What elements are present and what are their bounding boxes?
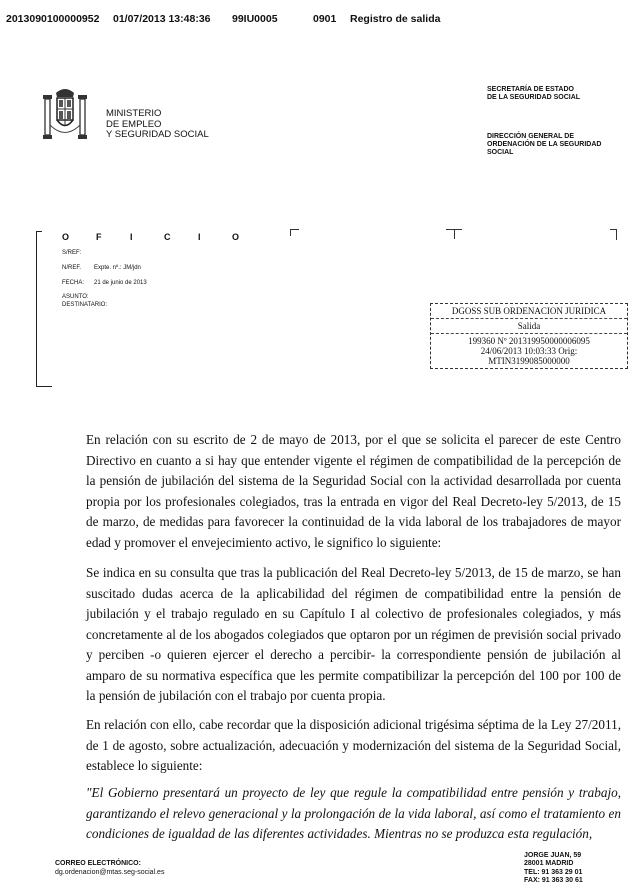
direccion-line: DIRECCIÓN GENERAL DE (487, 133, 574, 140)
ministry-name (106, 109, 209, 141)
address-bracket-mid (290, 229, 299, 236)
coat-of-arms-icon (40, 85, 90, 147)
register-office: 0901 (313, 13, 337, 25)
secretaria-line: SECRETARÍA DE ESTADO (487, 86, 574, 93)
register-label: Registro de salida (350, 13, 441, 25)
stamp-line: 24/06/2013 10:03:33 Orig: (480, 346, 578, 356)
field-label: S/REF: (62, 250, 82, 256)
field-label: DESTINATARIO: (62, 302, 108, 308)
ministry-line: MINISTERIO (106, 108, 162, 119)
registry-stamp (430, 303, 628, 369)
footer-address (524, 852, 583, 885)
oficio-letter: C (164, 232, 171, 242)
email-link[interactable]: dg.ordenacion@mtas.seg-social.es (55, 869, 165, 876)
oficio-letter: O (62, 232, 70, 242)
stamp-line: DGOSS SUB ORDENACION JURIDICA (431, 304, 627, 319)
field-value: Expte. nº.: JM/jdn (94, 265, 141, 271)
field-label: ASUNTO: (62, 294, 89, 300)
field-destinatario (62, 302, 108, 308)
oficio-letter: F (96, 232, 102, 242)
address-bracket-right (610, 229, 617, 240)
oficio-letter: O (232, 232, 240, 242)
body-paragraph-3: En relación con ello, cabe recordar que la disposición adicional trigésima séptima de la Ley 27/2011, de 1 de agosto, sobre actualización, adecuación y modernización del sistema de la Seguridad Social, establece lo siguiente: (86, 717, 621, 773)
field-label: FECHA: (62, 280, 85, 286)
oficio-title (62, 232, 266, 242)
body-paragraph-2: Se indica en su consulta que tras la publicación del Real Decreto-ley 5/2013, de 15 de marzo, se han suscitado dudas acerca de la aplicabilidad del régimen de compatibilidad entre la pensión de jubilación y el trabajo regulado en su Capítulo I al colectivo de profesionales colegiados, y más concretamente al de los abogados colegiados que optaron por un régimen de previsión social privado y perciben -o quieren ejercer el derecho a percibir- la correspondiente pensión de jubilación al amparo de su normativa específica que les permite compatibilizar la percepción del 100 por 100 de la pensión de jubilación con el trabajo por cuenta propia. (86, 565, 621, 703)
address-line: FAX: 91 363 30 61 (524, 876, 583, 884)
address-bracket-foot (36, 386, 52, 387)
field-value: 21 de junio de 2013 (94, 280, 147, 286)
ministry-line: Y SEGURIDAD SOCIAL (106, 129, 209, 140)
address-line: 28001 MADRID (524, 860, 574, 868)
oficio-letter: I (198, 232, 201, 242)
direccion-heading (487, 133, 601, 157)
fold-mark-stem (454, 229, 455, 239)
register-number: 2013090100000952 (6, 13, 100, 25)
direccion-line: ORDENACIÓN DE LA SEGURIDAD (487, 141, 602, 148)
body-quote: "El Gobierno presentará un proyecto de ley que regule la compatibilidad entre pensión y trabajo, garantizando el relevo generacional y la prolongación de la vida laboral, así como el tratamiento en condiciones de igualdad de las diferentes actividades. Mientras no se produzca esta regulación, (86, 785, 621, 841)
secretaria-heading (487, 86, 580, 102)
register-datetime: 01/07/2013 13:48:36 (113, 13, 211, 25)
direccion-line: SOCIAL (487, 149, 514, 156)
oficio-letter: I (130, 232, 133, 242)
address-line: JORGE JUAN, 59 (524, 852, 582, 859)
field-asunto (62, 294, 94, 300)
stamp-line: 199360 Nº 201319950000006095 (468, 336, 590, 346)
ministry-line: DE EMPLEO (106, 118, 162, 130)
field-fecha (62, 280, 147, 286)
email-label: CORREO ELECTRÓNICO: (55, 860, 141, 867)
stamp-line: MTIN3199085000000 (488, 356, 570, 366)
stamp-line: Salida (431, 319, 627, 334)
address-bracket-left (36, 231, 42, 387)
body-paragraph-1: En relación con su escrito de 2 de mayo de 2013, por el que se solicita el parecer de este Centro Directivo en cuanto a si hay que entender vigente el régimen de compatibilidad de la percepción de la pensión de jubilación del sistema de la Seguridad Social con la actividad desarrollada por cuenta propia por los profesionales colegiados, tras la entrada en vigor del Real Decreto-ley 5/2013, de 15 de marzo, de medidas para favorecer la continuidad de la vida laboral de los trabajadores de mayor edad y promover el envejecimiento activo, le significo lo siguiente: (86, 432, 621, 550)
secretaria-line: DE LA SEGURIDAD SOCIAL (487, 94, 581, 101)
footer-contact (55, 860, 164, 876)
address-line: TEL: 91 363 29 01 (524, 868, 583, 876)
register-code: 99IU0005 (232, 13, 278, 25)
field-sref (62, 250, 94, 256)
field-label: N/REF. (62, 265, 82, 271)
field-nref (62, 265, 141, 271)
